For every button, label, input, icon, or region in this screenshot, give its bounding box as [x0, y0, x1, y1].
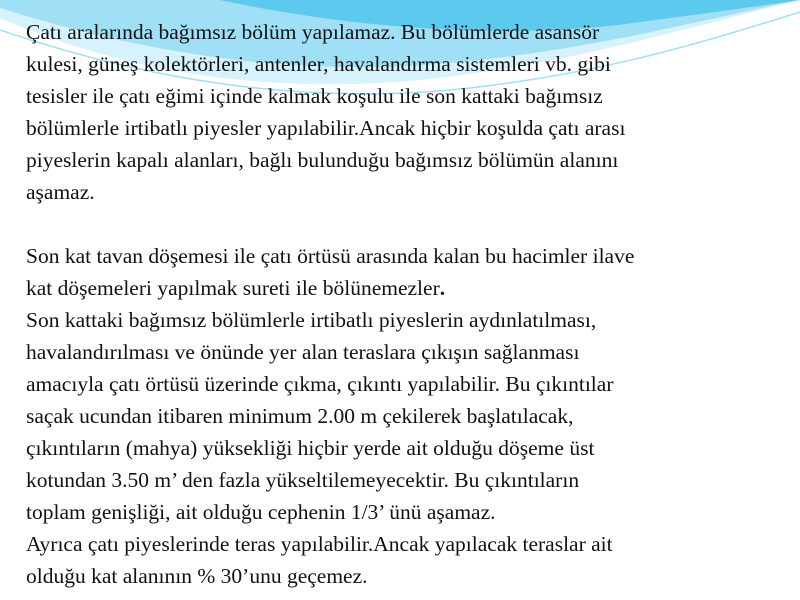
text-line: amacıyla çatı örtüsü üzerinde çıkma, çıkıntı yapılabilir. Bu çıkıntılar — [26, 372, 614, 396]
paragraph-roof-rooms — [26, 16, 796, 208]
text-line: bölümlerle irtibatlı piyesler yapılabilir.Ancak hiçbir koşulda çatı arası — [26, 116, 626, 140]
text-line: kulesi, güneş kolektörleri, antenler, havalandırma sistemleri vb. gibi — [26, 52, 611, 76]
text-line: piyeslerin kapalı alanları, bağlı bulunduğu bağımsız bölümün alanını — [26, 148, 619, 172]
text-line: havalandırılması ve önünde yer alan teraslara çıkışın sağlanması — [26, 340, 580, 364]
text-line-main: kat döşemeleri yapılmak sureti ile bölünemezler — [26, 276, 440, 300]
text-line: saçak ucundan itibaren minimum 2.00 m çekilerek başlatılacak, — [26, 404, 574, 428]
text-line: aşamaz. — [26, 180, 95, 204]
slide-body-text — [26, 16, 796, 592]
paragraph-projections — [26, 304, 796, 528]
paragraph-spacer — [26, 208, 796, 240]
paragraph-terraces — [26, 528, 796, 592]
paragraph-no-extra-floors — [26, 240, 796, 304]
text-line: toplam genişliği, ait olduğu cephenin 1/3’ ünü aşamaz. — [26, 500, 496, 524]
text-line: Çatı aralarında bağımsız bölüm yapılamaz. Bu bölümlerde asansör — [26, 20, 600, 44]
text-line: Son kattaki bağımsız bölümlerle irtibatlı piyeslerin aydınlatılması, — [26, 308, 597, 332]
bold-period: . — [439, 276, 446, 300]
text-line: tesisler ile çatı eğimi içinde kalmak koşulu ile son kattaki bağımsız — [26, 84, 603, 108]
text-line: çıkıntıların (mahya) yüksekliği hiçbir yerde ait olduğu döşeme üst — [26, 436, 595, 460]
text-line — [26, 272, 796, 304]
text-line: kotundan 3.50 m’ den fazla yükseltilemeyecektir. Bu çıkıntıların — [26, 468, 580, 492]
text-line: Son kat tavan döşemesi ile çatı örtüsü arasında kalan bu hacimler ilave — [26, 244, 635, 268]
text-line: Ayrıca çatı piyeslerinde teras yapılabilir.Ancak yapılacak teraslar ait — [26, 532, 613, 556]
text-line: olduğu kat alanının % 30’unu geçemez. — [26, 564, 368, 588]
